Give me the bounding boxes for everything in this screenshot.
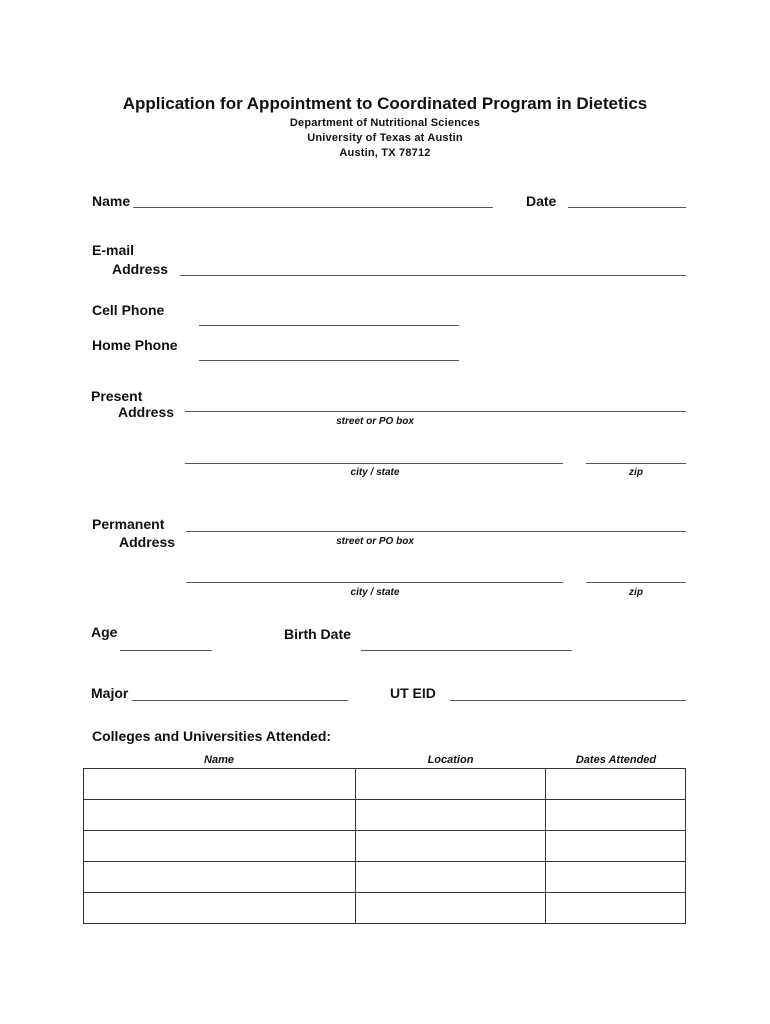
home-phone-field[interactable] xyxy=(199,360,459,361)
column-header-name: Name xyxy=(204,754,234,766)
permanent-city-state-field[interactable] xyxy=(186,582,563,583)
permanent-zip-caption: zip xyxy=(629,587,643,598)
home-phone-label: Home Phone xyxy=(92,337,178,353)
ut-eid-label: UT EID xyxy=(390,685,436,701)
colleges-table xyxy=(83,768,686,924)
college-name-cell[interactable] xyxy=(84,800,356,831)
college-name-cell[interactable] xyxy=(84,893,356,924)
college-dates-cell[interactable] xyxy=(546,800,686,831)
column-header-dates: Dates Attended xyxy=(575,754,657,766)
birth-date-label: Birth Date xyxy=(284,626,351,642)
email-label-line1: E-mail xyxy=(92,242,135,258)
college-dates-cell[interactable] xyxy=(546,893,686,924)
date-field[interactable] xyxy=(568,207,686,208)
present-city-state-field[interactable] xyxy=(185,463,563,464)
college-dates-cell[interactable] xyxy=(546,769,686,800)
college-location-cell[interactable] xyxy=(355,831,546,862)
college-location-cell[interactable] xyxy=(355,862,546,893)
present-city-state-caption: city / state xyxy=(350,467,400,478)
college-location-cell[interactable] xyxy=(355,800,546,831)
colleges-heading: Colleges and Universities Attended: xyxy=(92,728,332,744)
name-label: Name xyxy=(92,193,131,209)
major-field[interactable] xyxy=(132,700,348,701)
college-name-cell[interactable] xyxy=(84,769,356,800)
name-field[interactable] xyxy=(133,207,493,208)
college-name-cell[interactable] xyxy=(84,862,356,893)
email-field[interactable] xyxy=(180,275,686,276)
present-address-label-line1: Present xyxy=(91,388,143,404)
permanent-city-state-caption: city / state xyxy=(350,587,400,598)
college-dates-cell[interactable] xyxy=(546,831,686,862)
table-row xyxy=(84,893,686,924)
permanent-address-label-line2: Address xyxy=(119,534,176,550)
university-text: University of Texas at Austin xyxy=(307,132,463,144)
age-label: Age xyxy=(91,624,118,640)
permanent-street-caption: street or PO box xyxy=(336,536,414,547)
college-dates-cell[interactable] xyxy=(546,862,686,893)
major-label: Major xyxy=(91,685,129,701)
permanent-street-field[interactable] xyxy=(186,531,686,532)
cell-phone-field[interactable] xyxy=(199,325,459,326)
college-location-cell[interactable] xyxy=(355,769,546,800)
present-street-caption: street or PO box xyxy=(336,416,414,427)
age-field[interactable] xyxy=(120,650,212,651)
college-location-cell[interactable] xyxy=(355,893,546,924)
column-header-location: Location xyxy=(427,754,474,766)
college-name-cell[interactable] xyxy=(84,831,356,862)
table-row xyxy=(84,831,686,862)
birth-date-field[interactable] xyxy=(361,650,572,651)
department-text: Department of Nutritional Sciences xyxy=(289,117,481,129)
table-row xyxy=(84,862,686,893)
ut-eid-field[interactable] xyxy=(450,700,686,701)
date-label: Date xyxy=(526,193,557,209)
present-street-field[interactable] xyxy=(185,411,686,412)
permanent-address-label-line1: Permanent xyxy=(92,516,165,532)
city-text: Austin, TX 78712 xyxy=(339,147,431,159)
table-row xyxy=(84,769,686,800)
cell-phone-label: Cell Phone xyxy=(92,302,165,318)
permanent-zip-field[interactable] xyxy=(586,582,686,583)
table-row xyxy=(84,800,686,831)
email-label-line2: Address xyxy=(112,261,169,277)
present-zip-caption: zip xyxy=(629,467,643,478)
present-zip-field[interactable] xyxy=(586,463,686,464)
form-title: Application for Appointment to Coordinated Program in Dietetics xyxy=(122,94,648,113)
present-address-label-line2: Address xyxy=(118,404,175,420)
